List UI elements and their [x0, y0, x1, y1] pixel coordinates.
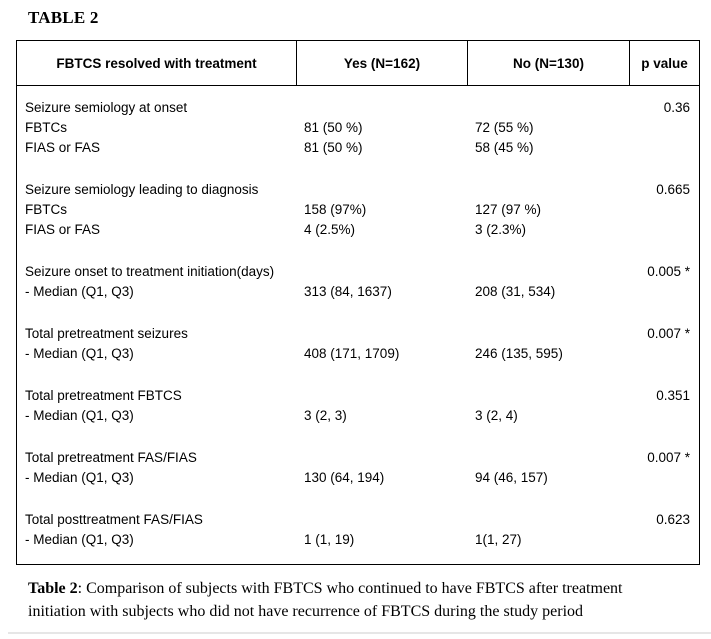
cell-label: Total pretreatment FBTCS: [25, 388, 182, 403]
table-row: [17, 386, 699, 406]
cell-no: [467, 262, 629, 282]
cell-p: [629, 220, 699, 240]
caption-text: : Comparison of subjects with FBTCS who continued to have FBTCS after treatment initiation with subjects who did not have recurrence of FBTCS during the study period: [28, 580, 623, 620]
cell-label: FIAS or FAS: [25, 222, 101, 237]
table-row: [17, 138, 699, 158]
table-row: [17, 448, 699, 468]
cell-no: 246 (135, 595): [475, 346, 563, 361]
cell-yes: [296, 448, 467, 468]
cell-label: Total pretreatment FAS/FIAS: [25, 450, 197, 465]
cell-no: [467, 510, 629, 530]
cell-label: Seizure semiology leading to diagnosis: [25, 182, 259, 197]
table-row: [17, 324, 699, 344]
cell-p: [629, 200, 699, 220]
table-row: [17, 262, 699, 282]
table-caption: [28, 577, 628, 623]
table-section: [17, 262, 699, 302]
cell-p: 0.36: [663, 100, 690, 115]
cell-label: Seizure onset to treatment initiation(days): [25, 264, 275, 279]
cell-label: - Median (Q1, Q3): [25, 408, 134, 423]
cell-label: - Median (Q1, Q3): [25, 532, 134, 547]
cell-label: FIAS or FAS: [25, 140, 101, 155]
table-section: [17, 510, 699, 550]
cell-yes: 1 (1, 19): [304, 532, 355, 547]
cell-p: [629, 344, 699, 364]
cell-p: [629, 406, 699, 426]
cell-label: - Median (Q1, Q3): [25, 470, 134, 485]
cell-no: 58 (45 %): [475, 140, 534, 155]
cell-yes: 408 (171, 1709): [304, 346, 400, 361]
cell-yes: 130 (64, 194): [304, 470, 385, 485]
data-table: [16, 40, 700, 565]
cell-no: 3 (2, 4): [475, 408, 518, 423]
caption-label: Table 2: [28, 580, 78, 597]
cell-label: Total pretreatment seizures: [25, 326, 188, 341]
cell-label: - Median (Q1, Q3): [25, 346, 134, 361]
cell-no: [467, 324, 629, 344]
cell-p: 0.005 *: [647, 264, 690, 279]
cell-yes: [296, 180, 467, 200]
cell-yes: 313 (84, 1637): [304, 284, 392, 299]
table-section: [17, 98, 699, 158]
cell-yes: [296, 510, 467, 530]
cell-label: - Median (Q1, Q3): [25, 284, 134, 299]
table-row: [17, 98, 699, 118]
cell-no: 1(1, 27): [475, 532, 522, 547]
cell-no: 72 (55 %): [475, 120, 534, 135]
table-body: [17, 86, 699, 564]
cell-yes: [296, 98, 467, 118]
table-row: [17, 220, 699, 240]
table-header-row: [17, 41, 699, 86]
cell-no: 127 (97 %): [475, 202, 542, 217]
cell-p: [629, 138, 699, 158]
table-row: [17, 406, 699, 426]
cell-label: Total posttreatment FAS/FIAS: [25, 512, 203, 527]
cell-label: FBTCs: [25, 202, 67, 217]
table-row: [17, 282, 699, 302]
table-row: [17, 344, 699, 364]
cell-p: [629, 468, 699, 488]
header-cell-pvalue: p value: [629, 41, 699, 85]
table-row: [17, 530, 699, 550]
cell-no: [467, 386, 629, 406]
table-row: [17, 200, 699, 220]
cell-p: [629, 282, 699, 302]
table-row: [17, 180, 699, 200]
table-row: [17, 510, 699, 530]
cell-no: [467, 98, 629, 118]
cell-no: [467, 180, 629, 200]
cell-label: FBTCs: [25, 120, 67, 135]
cell-p: 0.007 *: [647, 450, 690, 465]
cell-yes: 3 (2, 3): [304, 408, 347, 423]
cell-yes: 4 (2.5%): [304, 222, 356, 237]
header-cell-no: No (N=130): [467, 41, 629, 85]
cell-yes: 81 (50 %): [304, 120, 363, 135]
cell-yes: [296, 386, 467, 406]
table-section: [17, 448, 699, 488]
table-section: [17, 180, 699, 240]
header-cell-label: FBTCS resolved with treatment: [56, 55, 257, 71]
cell-p: [629, 118, 699, 138]
header-cell-yes: Yes (N=162): [296, 41, 467, 85]
cell-p: [629, 530, 699, 550]
cell-p: 0.351: [656, 388, 690, 403]
cell-no: [467, 448, 629, 468]
table-section: [17, 324, 699, 364]
cell-p: 0.007 *: [647, 326, 690, 341]
cell-yes: [296, 262, 467, 282]
cell-label: Seizure semiology at onset: [25, 100, 188, 115]
cell-yes: 158 (97%): [304, 202, 367, 217]
page-title: TABLE 2: [28, 8, 99, 27]
bottom-divider: [8, 632, 711, 634]
cell-yes: [296, 324, 467, 344]
cell-no: 208 (31, 534): [475, 284, 556, 299]
cell-no: 94 (46, 157): [475, 470, 548, 485]
table-row: [17, 118, 699, 138]
cell-p: 0.665: [656, 182, 690, 197]
cell-no: 3 (2.3%): [475, 222, 527, 237]
cell-yes: 81 (50 %): [304, 140, 363, 155]
table-section: [17, 386, 699, 426]
cell-p: 0.623: [656, 512, 690, 527]
table-row: [17, 468, 699, 488]
